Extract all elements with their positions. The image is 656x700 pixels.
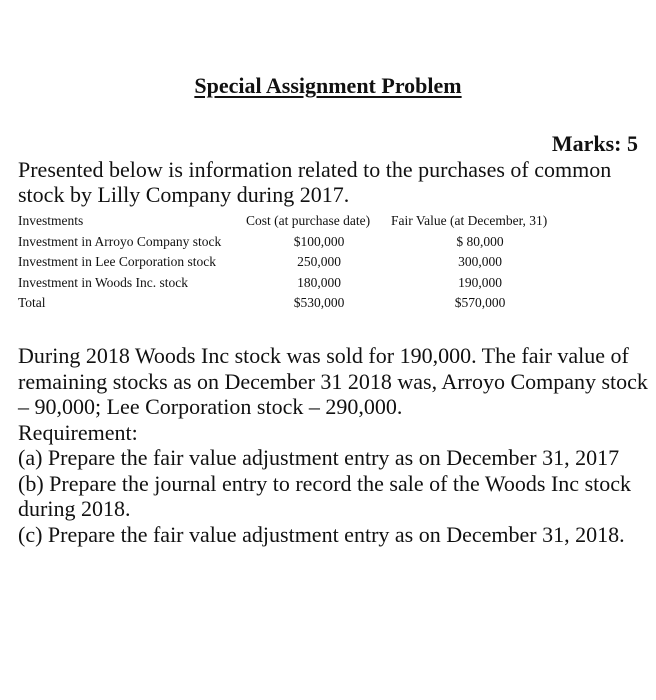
- header-fair-value: Fair Value (at December, 31): [391, 213, 548, 228]
- requirement-label: Requirement:: [18, 419, 138, 445]
- total-fair-value: $570,000: [454, 295, 506, 310]
- requirement-b: (b) Prepare the journal entry to record the sale of the Woods Inc stock during 2018.: [18, 470, 632, 521]
- marks-label: Marks: 5: [551, 131, 638, 156]
- intro-text: Presented below is information related to the purchases of common stock by Lilly Company during 2017.: [18, 157, 612, 207]
- title-text: Special Assignment Problem: [194, 73, 462, 98]
- requirement-a: (a) Prepare the fair value adjustment entry as on December 31, 2017: [18, 445, 620, 470]
- total-cost: $530,000: [293, 295, 345, 310]
- row-cost: 180,000: [297, 274, 341, 290]
- row-investment-name: Investment in Woods Inc. stock: [18, 274, 189, 290]
- problem-body: [18, 343, 650, 547]
- row-cost: $100,000: [293, 233, 345, 249]
- table-row: [18, 252, 618, 273]
- row-fair-value: 300,000: [458, 254, 502, 269]
- requirement-c: (c) Prepare the fair value adjustment entry as on December 31, 2018.: [18, 521, 625, 547]
- table-header-row: [18, 211, 618, 232]
- row-investment-name: Investment in Lee Corporation stock: [18, 254, 216, 269]
- row-fair-value: 190,000: [458, 274, 502, 290]
- investment-table: [18, 211, 618, 314]
- header-cost: Cost (at purchase date): [246, 213, 371, 228]
- table-row: [18, 273, 618, 294]
- header-investments: Investments: [18, 213, 84, 228]
- row-investment-name: Investment in Arroyo Company stock: [18, 233, 222, 249]
- page-title: [0, 72, 656, 100]
- total-label: Total: [18, 295, 46, 310]
- table-total-row: [18, 293, 618, 314]
- sale-paragraph: During 2018 Woods Inc stock was sold for 190,000. The fair value of remaining stocks as on December 31 2018 was, Arroyo Company stock – 90,000; Lee Corporation stock – 290,000.: [18, 343, 648, 419]
- table-row: [18, 232, 618, 253]
- row-cost: 250,000: [297, 254, 341, 269]
- row-fair-value: $ 80,000: [456, 233, 504, 249]
